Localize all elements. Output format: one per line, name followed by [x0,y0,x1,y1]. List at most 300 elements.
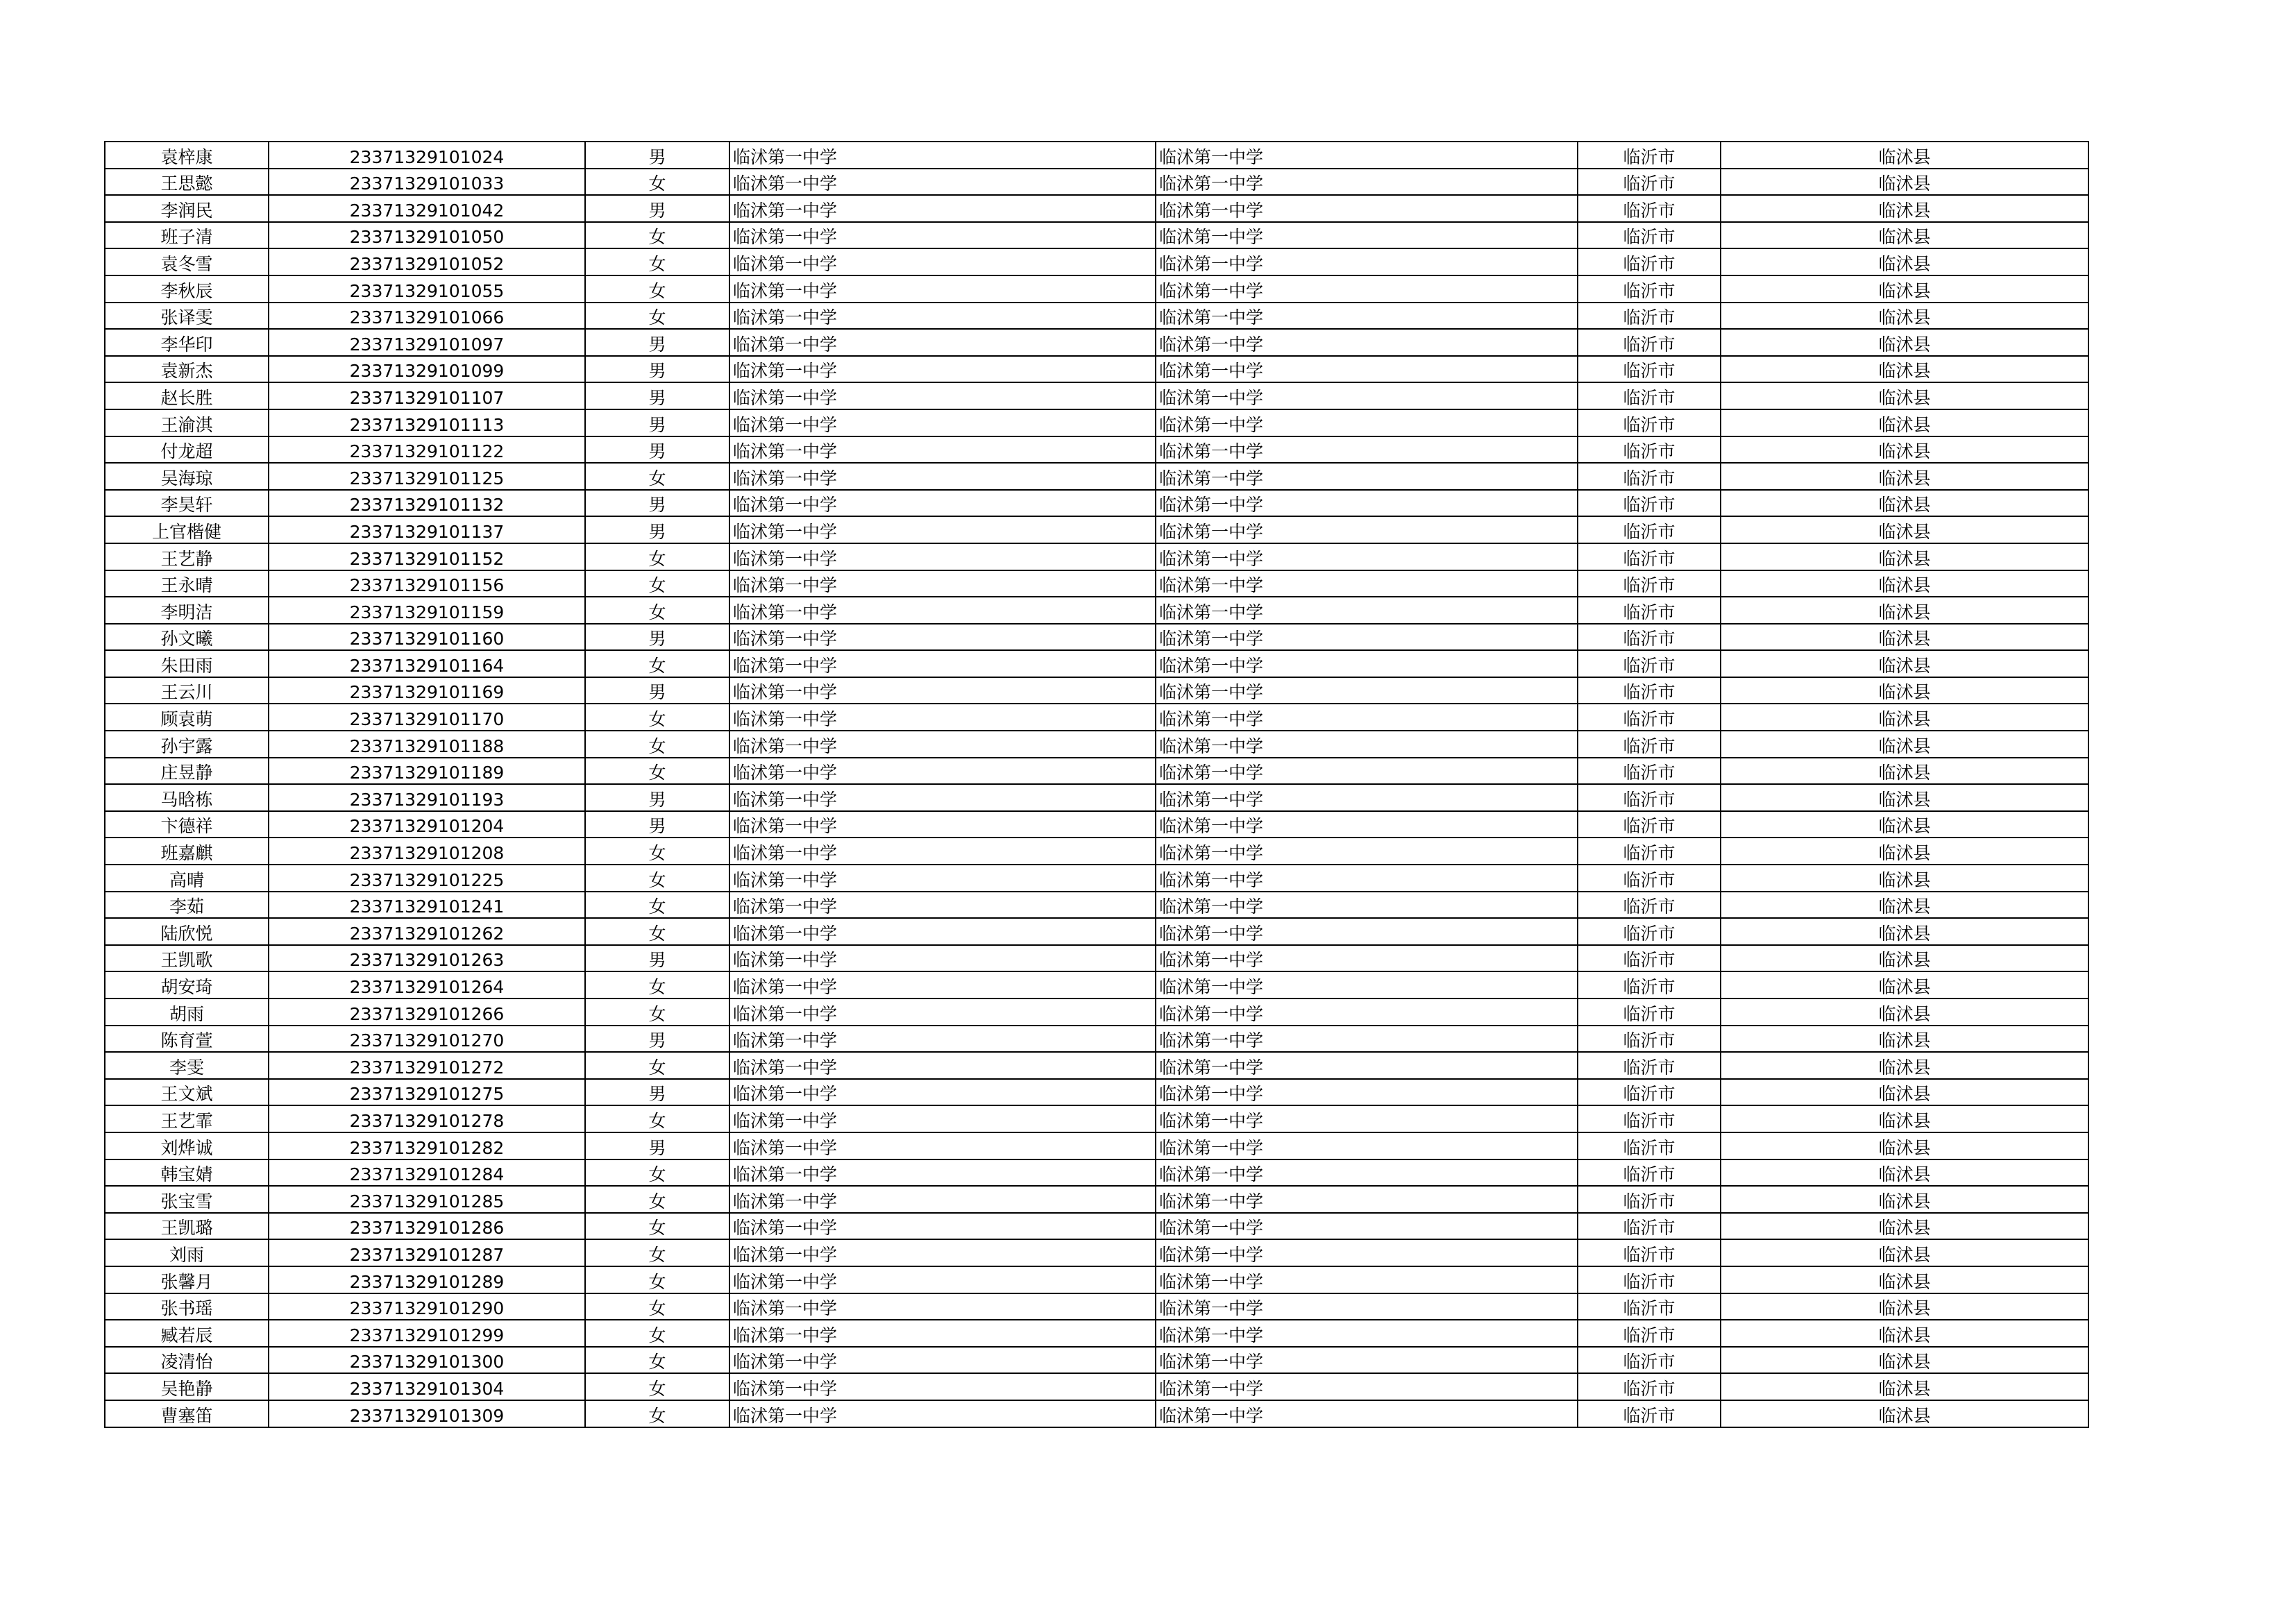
registered-school-cell: 临沭第一中学 [1156,999,1578,1026]
registered-school-cell: 临沭第一中学 [1156,436,1578,464]
registered-school-cell: 临沭第一中学 [1156,1400,1578,1427]
student-name-cell: 朱田雨 [105,650,269,677]
student-name-cell: 韩宝婧 [105,1159,269,1187]
county-cell: 临沭县 [1721,329,2088,356]
gender-cell: 女 [585,971,729,999]
registered-school-cell: 临沭第一中学 [1156,1293,1578,1320]
county-cell: 临沭县 [1721,543,2088,570]
county-cell: 临沭县 [1721,704,2088,731]
gender-cell: 男 [585,945,729,972]
county-cell: 临沭县 [1721,248,2088,275]
exam-id-cell: 23371329101299 [269,1320,585,1347]
student-name-cell: 李昊轩 [105,490,269,517]
county-cell: 临沭县 [1721,1373,2088,1400]
table-row [105,865,2088,892]
exam-id-cell: 23371329101304 [269,1373,585,1400]
gender-cell: 女 [585,1293,729,1320]
county-cell: 临沭县 [1721,275,2088,303]
gender-cell: 女 [585,1266,729,1293]
student-name-cell: 王艺静 [105,543,269,570]
gender-cell: 女 [585,1105,729,1132]
table-row [105,624,2088,651]
gender-cell: 女 [585,838,729,865]
school-cell: 临沭第一中学 [729,1266,1156,1293]
gender-cell: 男 [585,409,729,436]
school-cell: 临沭第一中学 [729,704,1156,731]
student-name-cell: 李华印 [105,329,269,356]
city-cell: 临沂市 [1578,892,1721,919]
registered-school-cell: 临沭第一中学 [1156,838,1578,865]
student-name-cell: 臧若辰 [105,1320,269,1347]
school-cell: 临沭第一中学 [729,329,1156,356]
county-cell: 临沭县 [1721,356,2088,383]
student-name-cell: 张馨月 [105,1266,269,1293]
registered-school-cell: 临沭第一中学 [1156,382,1578,409]
city-cell: 临沂市 [1578,1079,1721,1106]
registered-school-cell: 临沭第一中学 [1156,1347,1578,1374]
gender-cell: 女 [585,758,729,785]
table-row [105,275,2088,303]
county-cell: 临沭县 [1721,865,2088,892]
table-row [105,918,2088,945]
student-name-cell: 王永晴 [105,570,269,597]
gender-cell: 男 [585,1132,729,1159]
exam-id-cell: 23371329101275 [269,1079,585,1106]
exam-id-cell: 23371329101263 [269,945,585,972]
city-cell: 临沂市 [1578,195,1721,222]
school-cell: 临沭第一中学 [729,758,1156,785]
student-name-cell: 陈育萱 [105,1026,269,1053]
registered-school-cell: 临沭第一中学 [1156,1079,1578,1106]
school-cell: 临沭第一中学 [729,1159,1156,1187]
student-name-cell: 李明洁 [105,597,269,624]
registered-school-cell: 临沭第一中学 [1156,1026,1578,1053]
city-cell: 临沂市 [1578,1105,1721,1132]
city-cell: 临沂市 [1578,677,1721,704]
exam-id-cell: 23371329101278 [269,1105,585,1132]
student-name-cell: 孙宇露 [105,731,269,758]
exam-id-cell: 23371329101286 [269,1213,585,1240]
gender-cell: 男 [585,329,729,356]
student-name-cell: 李润民 [105,195,269,222]
exam-id-cell: 23371329101262 [269,918,585,945]
exam-id-cell: 23371329101050 [269,222,585,249]
table-row [105,1105,2088,1132]
registered-school-cell: 临沭第一中学 [1156,248,1578,275]
registered-school-cell: 临沭第一中学 [1156,142,1578,169]
gender-cell: 女 [585,731,729,758]
gender-cell: 女 [585,1347,729,1374]
gender-cell: 男 [585,1079,729,1106]
table-row [105,1373,2088,1400]
table-row [105,1132,2088,1159]
student-name-cell: 张译雯 [105,303,269,330]
student-name-cell: 王文斌 [105,1079,269,1106]
table-body [105,142,2088,1427]
school-cell: 临沭第一中学 [729,382,1156,409]
county-cell: 临沭县 [1721,971,2088,999]
school-cell: 临沭第一中学 [729,1347,1156,1374]
city-cell: 临沂市 [1578,758,1721,785]
school-cell: 临沭第一中学 [729,463,1156,490]
registered-school-cell: 临沭第一中学 [1156,329,1578,356]
exam-id-cell: 23371329101270 [269,1026,585,1053]
registered-school-cell: 临沭第一中学 [1156,945,1578,972]
exam-id-cell: 23371329101225 [269,865,585,892]
exam-id-cell: 23371329101066 [269,303,585,330]
school-cell: 临沭第一中学 [729,1320,1156,1347]
exam-id-cell: 23371329101097 [269,329,585,356]
table-row [105,758,2088,785]
table-row [105,784,2088,811]
city-cell: 临沂市 [1578,838,1721,865]
school-cell: 临沭第一中学 [729,275,1156,303]
registered-school-cell: 临沭第一中学 [1156,811,1578,838]
county-cell: 临沭县 [1721,1400,2088,1427]
registered-school-cell: 临沭第一中学 [1156,1373,1578,1400]
school-cell: 临沭第一中学 [729,303,1156,330]
county-cell: 临沭县 [1721,570,2088,597]
gender-cell: 女 [585,1320,729,1347]
county-cell: 临沭县 [1721,516,2088,543]
table-row [105,409,2088,436]
registered-school-cell: 临沭第一中学 [1156,865,1578,892]
student-name-cell: 刘雨 [105,1239,269,1266]
registered-school-cell: 临沭第一中学 [1156,195,1578,222]
gender-cell: 男 [585,1026,729,1053]
registered-school-cell: 临沭第一中学 [1156,1132,1578,1159]
student-name-cell: 曹塞笛 [105,1400,269,1427]
city-cell: 临沂市 [1578,356,1721,383]
county-cell: 临沭县 [1721,999,2088,1026]
school-cell: 临沭第一中学 [729,999,1156,1026]
city-cell: 临沂市 [1578,303,1721,330]
county-cell: 临沭县 [1721,1132,2088,1159]
table-row [105,1052,2088,1079]
exam-id-cell: 23371329101170 [269,704,585,731]
registered-school-cell: 临沭第一中学 [1156,1105,1578,1132]
city-cell: 临沂市 [1578,169,1721,196]
county-cell: 临沭县 [1721,1105,2088,1132]
exam-id-cell: 23371329101152 [269,543,585,570]
gender-cell: 女 [585,1186,729,1213]
gender-cell: 男 [585,195,729,222]
registered-school-cell: 临沭第一中学 [1156,275,1578,303]
student-name-cell: 胡雨 [105,999,269,1026]
student-name-cell: 王凯歌 [105,945,269,972]
county-cell: 临沭县 [1721,1213,2088,1240]
gender-cell: 女 [585,1213,729,1240]
county-cell: 临沭县 [1721,222,2088,249]
school-cell: 临沭第一中学 [729,1079,1156,1106]
city-cell: 临沂市 [1578,1293,1721,1320]
city-cell: 临沂市 [1578,784,1721,811]
student-name-cell: 李雯 [105,1052,269,1079]
exam-id-cell: 23371329101164 [269,650,585,677]
registered-school-cell: 临沭第一中学 [1156,677,1578,704]
gender-cell: 男 [585,356,729,383]
gender-cell: 男 [585,142,729,169]
city-cell: 临沂市 [1578,731,1721,758]
student-name-cell: 张宝雪 [105,1186,269,1213]
school-cell: 临沭第一中学 [729,570,1156,597]
city-cell: 临沂市 [1578,1052,1721,1079]
student-table [104,141,2089,1428]
city-cell: 临沂市 [1578,1320,1721,1347]
registered-school-cell: 临沭第一中学 [1156,971,1578,999]
registered-school-cell: 临沭第一中学 [1156,1320,1578,1347]
county-cell: 临沭县 [1721,142,2088,169]
city-cell: 临沂市 [1578,409,1721,436]
student-name-cell: 吴艳静 [105,1373,269,1400]
exam-id-cell: 23371329101024 [269,142,585,169]
school-cell: 临沭第一中学 [729,1400,1156,1427]
registered-school-cell: 临沭第一中学 [1156,463,1578,490]
school-cell: 临沭第一中学 [729,1293,1156,1320]
school-cell: 临沭第一中学 [729,222,1156,249]
registered-school-cell: 临沭第一中学 [1156,650,1578,677]
student-name-cell: 付龙超 [105,436,269,464]
student-name-cell: 陆欣悦 [105,918,269,945]
school-cell: 临沭第一中学 [729,543,1156,570]
county-cell: 临沭县 [1721,463,2088,490]
registered-school-cell: 临沭第一中学 [1156,597,1578,624]
exam-id-cell: 23371329101208 [269,838,585,865]
exam-id-cell: 23371329101309 [269,1400,585,1427]
city-cell: 临沂市 [1578,1159,1721,1187]
exam-id-cell: 23371329101241 [269,892,585,919]
gender-cell: 男 [585,436,729,464]
county-cell: 临沭县 [1721,436,2088,464]
gender-cell: 女 [585,222,729,249]
school-cell: 临沭第一中学 [729,650,1156,677]
city-cell: 临沂市 [1578,543,1721,570]
table-row [105,516,2088,543]
city-cell: 临沂市 [1578,1239,1721,1266]
school-cell: 临沭第一中学 [729,731,1156,758]
county-cell: 临沭县 [1721,1293,2088,1320]
school-cell: 临沭第一中学 [729,597,1156,624]
city-cell: 临沂市 [1578,275,1721,303]
student-name-cell: 孙文曦 [105,624,269,651]
registered-school-cell: 临沭第一中学 [1156,490,1578,517]
county-cell: 临沭县 [1721,650,2088,677]
school-cell: 临沭第一中学 [729,142,1156,169]
table-row [105,1159,2088,1187]
city-cell: 临沂市 [1578,1266,1721,1293]
city-cell: 临沂市 [1578,597,1721,624]
gender-cell: 女 [585,892,729,919]
exam-id-cell: 23371329101289 [269,1266,585,1293]
gender-cell: 女 [585,570,729,597]
exam-id-cell: 23371329101132 [269,490,585,517]
student-name-cell: 班子清 [105,222,269,249]
county-cell: 临沭县 [1721,1266,2088,1293]
table-row [105,1213,2088,1240]
school-cell: 临沭第一中学 [729,1105,1156,1132]
school-cell: 临沭第一中学 [729,1132,1156,1159]
city-cell: 临沂市 [1578,436,1721,464]
exam-id-cell: 23371329101285 [269,1186,585,1213]
city-cell: 临沂市 [1578,382,1721,409]
exam-id-cell: 23371329101272 [269,1052,585,1079]
exam-id-cell: 23371329101113 [269,409,585,436]
student-name-cell: 高晴 [105,865,269,892]
table-row [105,945,2088,972]
registered-school-cell: 临沭第一中学 [1156,1213,1578,1240]
school-cell: 临沭第一中学 [729,677,1156,704]
exam-id-cell: 23371329101193 [269,784,585,811]
table-row [105,999,2088,1026]
table-row [105,597,2088,624]
county-cell: 临沭县 [1721,1320,2088,1347]
city-cell: 临沂市 [1578,704,1721,731]
city-cell: 临沂市 [1578,650,1721,677]
exam-id-cell: 23371329101284 [269,1159,585,1187]
county-cell: 临沭县 [1721,892,2088,919]
exam-id-cell: 23371329101188 [269,731,585,758]
exam-id-cell: 23371329101137 [269,516,585,543]
student-name-cell: 班嘉麒 [105,838,269,865]
city-cell: 临沂市 [1578,999,1721,1026]
school-cell: 临沭第一中学 [729,1186,1156,1213]
registered-school-cell: 临沭第一中学 [1156,409,1578,436]
registered-school-cell: 临沭第一中学 [1156,222,1578,249]
registered-school-cell: 临沭第一中学 [1156,758,1578,785]
exam-id-cell: 23371329101055 [269,275,585,303]
exam-id-cell: 23371329101300 [269,1347,585,1374]
table-row [105,490,2088,517]
table-row [105,436,2088,464]
city-cell: 临沂市 [1578,811,1721,838]
school-cell: 临沭第一中学 [729,945,1156,972]
gender-cell: 女 [585,1373,729,1400]
city-cell: 临沂市 [1578,624,1721,651]
exam-id-cell: 23371329101160 [269,624,585,651]
student-name-cell: 王凯璐 [105,1213,269,1240]
city-cell: 临沂市 [1578,142,1721,169]
table-row [105,142,2088,169]
student-name-cell: 袁梓康 [105,142,269,169]
gender-cell: 女 [585,597,729,624]
registered-school-cell: 临沭第一中学 [1156,731,1578,758]
table-row [105,195,2088,222]
registered-school-cell: 临沭第一中学 [1156,356,1578,383]
table-row [105,329,2088,356]
student-name-cell: 卞德祥 [105,811,269,838]
county-cell: 临沭县 [1721,731,2088,758]
city-cell: 临沂市 [1578,222,1721,249]
county-cell: 临沭县 [1721,918,2088,945]
school-cell: 临沭第一中学 [729,169,1156,196]
gender-cell: 女 [585,1400,729,1427]
student-name-cell: 王艺霏 [105,1105,269,1132]
county-cell: 临沭县 [1721,303,2088,330]
registered-school-cell: 临沭第一中学 [1156,918,1578,945]
school-cell: 临沭第一中学 [729,248,1156,275]
city-cell: 临沂市 [1578,1347,1721,1374]
table-row [105,1079,2088,1106]
county-cell: 临沭县 [1721,597,2088,624]
registered-school-cell: 临沭第一中学 [1156,516,1578,543]
gender-cell: 女 [585,650,729,677]
county-cell: 临沭县 [1721,409,2088,436]
county-cell: 临沭县 [1721,1186,2088,1213]
city-cell: 临沂市 [1578,945,1721,972]
gender-cell: 男 [585,516,729,543]
county-cell: 临沭县 [1721,784,2088,811]
student-name-cell: 庄昱静 [105,758,269,785]
student-name-cell: 张书瑶 [105,1293,269,1320]
exam-id-cell: 23371329101266 [269,999,585,1026]
school-cell: 临沭第一中学 [729,1373,1156,1400]
school-cell: 临沭第一中学 [729,838,1156,865]
exam-id-cell: 23371329101282 [269,1132,585,1159]
exam-id-cell: 23371329101107 [269,382,585,409]
gender-cell: 女 [585,543,729,570]
gender-cell: 女 [585,918,729,945]
school-cell: 临沭第一中学 [729,892,1156,919]
table-row [105,356,2088,383]
student-name-cell: 吴海琼 [105,463,269,490]
student-name-cell: 马晗栋 [105,784,269,811]
school-cell: 临沭第一中学 [729,784,1156,811]
table-row [105,1400,2088,1427]
exam-id-cell: 23371329101159 [269,597,585,624]
exam-id-cell: 23371329101287 [269,1239,585,1266]
gender-cell: 男 [585,382,729,409]
gender-cell: 女 [585,275,729,303]
gender-cell: 女 [585,1239,729,1266]
county-cell: 临沭县 [1721,677,2088,704]
county-cell: 临沭县 [1721,1052,2088,1079]
registered-school-cell: 临沭第一中学 [1156,169,1578,196]
registered-school-cell: 临沭第一中学 [1156,543,1578,570]
table-row [105,1239,2088,1266]
table-row [105,971,2088,999]
student-name-cell: 顾袁萌 [105,704,269,731]
table-row [105,838,2088,865]
student-name-cell: 袁新杰 [105,356,269,383]
registered-school-cell: 临沭第一中学 [1156,570,1578,597]
gender-cell: 女 [585,999,729,1026]
registered-school-cell: 临沭第一中学 [1156,1186,1578,1213]
school-cell: 临沭第一中学 [729,1026,1156,1053]
registered-school-cell: 临沭第一中学 [1156,1159,1578,1187]
county-cell: 临沭县 [1721,624,2088,651]
county-cell: 临沭县 [1721,1026,2088,1053]
table-row [105,731,2088,758]
city-cell: 临沂市 [1578,1373,1721,1400]
school-cell: 临沭第一中学 [729,918,1156,945]
table-row [105,382,2088,409]
school-cell: 临沭第一中学 [729,516,1156,543]
registered-school-cell: 临沭第一中学 [1156,303,1578,330]
gender-cell: 女 [585,248,729,275]
county-cell: 临沭县 [1721,1239,2088,1266]
gender-cell: 男 [585,811,729,838]
registered-school-cell: 临沭第一中学 [1156,704,1578,731]
table-row [105,1347,2088,1374]
city-cell: 临沂市 [1578,971,1721,999]
exam-id-cell: 23371329101042 [269,195,585,222]
registered-school-cell: 临沭第一中学 [1156,1266,1578,1293]
table-row [105,543,2088,570]
gender-cell: 女 [585,865,729,892]
city-cell: 临沂市 [1578,1186,1721,1213]
gender-cell: 女 [585,169,729,196]
exam-id-cell: 23371329101099 [269,356,585,383]
